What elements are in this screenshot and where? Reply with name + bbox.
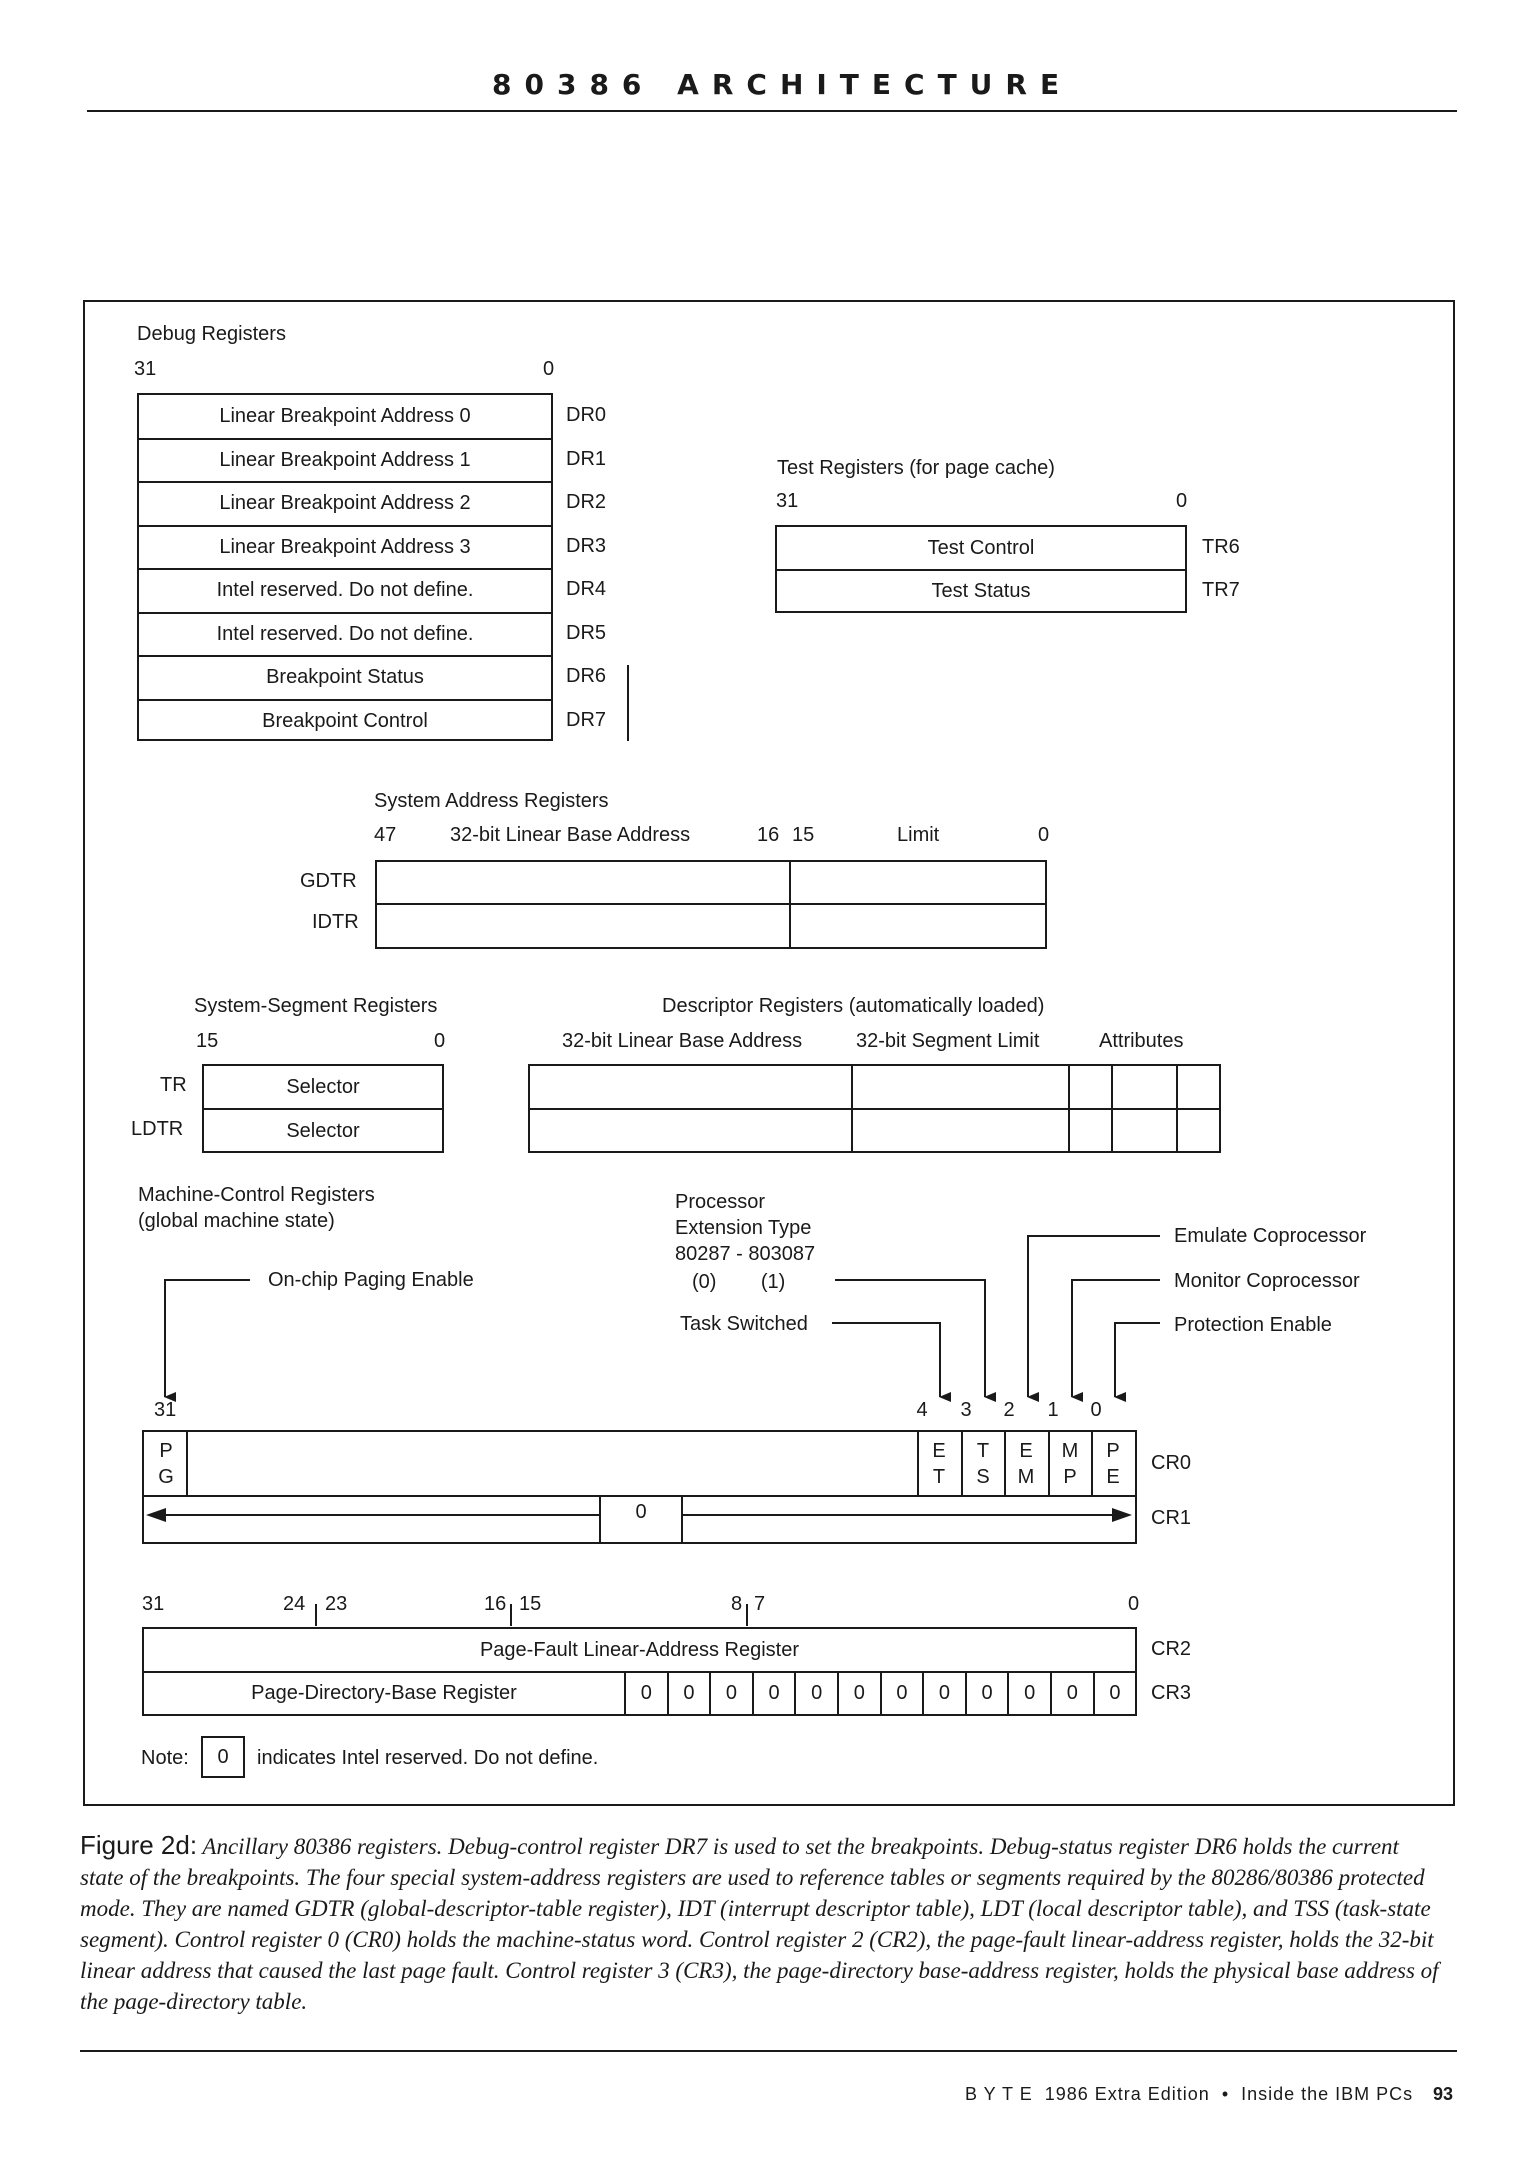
cr0-bit-number: 0 [1090,1399,1102,1421]
note-reserved-box [201,1736,245,1778]
descriptor-base-label: 32-bit Linear Base Address [562,1030,803,1052]
debug-register-name: DR7 [566,708,607,731]
debug-register-name: DR5 [566,621,607,644]
cr3-reserved-zero: 0 [880,1673,923,1714]
paging-enable-label: On-chip Paging Enable [268,1269,474,1291]
debug-register-name: DR4 [566,578,607,600]
proc-ext-line2: Extension Type [675,1217,812,1239]
tr-selector: Selector [286,1076,360,1098]
caption-lead: Figure 2d: [80,1830,198,1860]
cr3-reserved-zero: 0 [922,1673,965,1714]
descriptor-limit-label: 32-bit Segment Limit [856,1030,1040,1052]
sysaddr-base-label: 32-bit Linear Base Address [450,824,691,846]
debug-register-name: DR3 [566,534,607,557]
task-switched-leader [832,1323,940,1397]
debug-registers-title: Debug Registers [137,323,286,345]
cr0-bit-31: 31 [154,1399,177,1421]
cr0-bit-top: M [1061,1440,1079,1462]
cr23-bit-23: 23 [325,1593,348,1615]
tr-label: TR [160,1074,187,1096]
machine-title-line1: Machine-Control Registers [138,1184,375,1206]
cr23-bit-24: 24 [283,1593,306,1615]
footer-rule [80,2050,1457,2052]
cr2-cr3-register-box [142,1627,1137,1716]
cr23-bit-8: 8 [731,1593,743,1615]
debug-register-field: Linear Breakpoint Address 1 [219,448,471,471]
cr1-arrows [144,1495,1135,1542]
debug-register-field: Breakpoint Control [262,709,428,732]
emulate-coprocessor-label: Emulate Coprocessor [1174,1225,1367,1247]
cr23-bit-31: 31 [142,1593,165,1615]
cr3-reserved-zero: 0 [624,1673,667,1714]
test-bit-high: 31 [776,490,799,512]
ldtr-label: LDTR [131,1118,184,1140]
cr0-bit-number: 2 [1003,1399,1015,1421]
debug-register-field: Intel reserved. Do not define. [216,622,474,645]
sysaddr-bit-15: 15 [792,824,815,846]
cr0-cr1-register-box [142,1430,1137,1544]
protection-enable-label: Protection Enable [1174,1314,1332,1336]
cr0-bit-top: E [1019,1440,1033,1462]
cr0-bit-bottom: T [932,1466,946,1488]
cr23-bit-15: 15 [519,1593,542,1615]
emulate-leader [1028,1236,1160,1397]
sysaddr-bit-0: 0 [1038,824,1050,846]
test-register-name: TR6 [1202,536,1240,558]
sysseg-bit-low: 0 [434,1030,446,1052]
cr0-bit-bottom: S [976,1466,990,1488]
cr0-bit-number: 1 [1047,1399,1059,1421]
caption-body: Ancillary 80386 registers. Debug-control register DR7 is used to set the breakpoints. Debug-status register DR6 holds the current state of the breakpoints. The four special system-address registers are used to reference tables or segments required by the 80286/80386 protected mode. They are named GDTR (global-descriptor-table register), IDT (interrupt descriptor table), LDT (local descriptor table), and TSS (task-state segment). Control register 0 (CR0) holds the machine-status word. Control register 2 (CR2), the page-fault linear-address register, holds the 32-bit linear address that caused the last page fault. Control register 3 (CR3), the page-directory base-address register, holds the physical base address of the page-directory table. [80,1834,1439,2014]
machine-title-line2: (global machine state) [138,1210,335,1232]
test-register-field: Test Control [927,537,1035,559]
cr0-label: CR0 [1151,1452,1192,1474]
cr3-reserved-zero: 0 [752,1673,795,1714]
cr0-bit-top: P [1106,1440,1120,1462]
cr23-bit-7: 7 [754,1593,766,1615]
sysaddr-title: System Address Registers [374,790,609,812]
cr23-bit-16: 16 [484,1593,507,1615]
debug-register-name: DR1 [566,447,607,470]
sysaddr-bit-16: 16 [757,824,780,846]
debug-register-field: Linear Breakpoint Address 2 [219,492,471,514]
paging-leader [165,1280,250,1397]
pg-cell-divider [186,1432,188,1495]
cr0-bit-top: T [976,1440,990,1462]
footer-page-number: 93 [1433,2084,1454,2104]
cr0-bit-bottom: M [1017,1466,1035,1488]
cr0-bit-bottom: E [1106,1466,1120,1488]
cr23-bit-0: 0 [1128,1593,1140,1615]
debug-register-name: DR2 [566,491,607,513]
cr3-reserved-zero: 0 [794,1673,837,1714]
pg-bit-bottom: G [158,1466,174,1488]
cr0-bit-top: E [932,1440,946,1462]
tick-8-7 [746,1604,748,1626]
page-header-title: 80386 ARCHITECTURE [492,68,1073,101]
test-bit-low: 0 [1176,490,1188,512]
cr3-reserved-zero: 0 [1007,1673,1050,1714]
cr2-label: CR2 [1151,1638,1192,1660]
tick-16-15 [510,1604,512,1626]
debug-register-name: DR0 [566,404,607,426]
figure-caption [80,1830,1440,2017]
sysseg-bit-high: 15 [196,1030,219,1052]
cr3-reserved-zero: 0 [709,1673,752,1714]
debug-bit-low: 0 [543,358,555,380]
test-registers-title: Test Registers (for page cache) [777,457,1055,479]
cr3-reserved-zero: 0 [837,1673,880,1714]
cr3-reserved-zero: 0 [667,1673,710,1714]
proc-ext-line4: (0) (1) [692,1271,786,1293]
test-register-field: Test Status [931,580,1031,602]
sysaddr-limit-label: Limit [897,824,940,846]
note-reserved-zero: 0 [217,1746,229,1768]
cr3-reserved-zero: 0 [1093,1673,1136,1714]
ext-type-leader [835,1280,985,1397]
debug-register-field: Breakpoint Status [266,666,424,688]
cr3-label: CR3 [1151,1682,1192,1704]
monitor-coprocessor-label: Monitor Coprocessor [1174,1270,1360,1292]
cr1-label: CR1 [1151,1507,1192,1529]
debug-register-name: DR6 [566,665,607,687]
cr3-reserved-zero: 0 [965,1673,1008,1714]
note-prefix: Note: [141,1747,189,1769]
tick-24-23 [315,1604,317,1626]
debug-register-field: Linear Breakpoint Address 3 [219,535,471,558]
debug-register-field: Linear Breakpoint Address 0 [219,405,471,427]
footer-text: B Y T E 1986 Extra Edition • Inside the IBM PCs [965,2084,1414,2104]
cr2-field: Page-Fault Linear-Address Register [479,1639,800,1661]
debug-register-field: Intel reserved. Do not define. [216,579,474,601]
gdtr-label: GDTR [300,870,357,892]
descriptor-title: Descriptor Registers (automatically loaded) [662,995,1045,1017]
idtr-label: IDTR [312,911,359,933]
cr0-bit-number: 4 [916,1399,928,1421]
cr0-bit-number: 3 [960,1399,972,1421]
cr3-base-field: Page-Directory-Base Register [251,1682,517,1704]
sysseg-title: System-Segment Registers [194,995,438,1017]
cr1-zero: 0 [635,1501,647,1523]
descriptor-attr-label: Attributes [1099,1030,1184,1052]
sysaddr-bit-47: 47 [374,824,397,846]
cr3-reserved-zero: 0 [1050,1673,1093,1714]
protection-leader [1115,1323,1160,1397]
proc-ext-line1: Processor [675,1191,766,1213]
note-text: indicates Intel reserved. Do not define. [257,1747,599,1769]
task-switched-label: Task Switched [680,1313,808,1335]
ldtr-selector: Selector [286,1120,360,1142]
pg-bit-top: P [159,1440,173,1462]
cr0-bit-bottom: P [1063,1466,1077,1488]
test-register-name: TR7 [1202,579,1240,601]
debug-bit-high: 31 [134,358,157,380]
proc-ext-line3: 80287 - 803087 [675,1243,816,1265]
